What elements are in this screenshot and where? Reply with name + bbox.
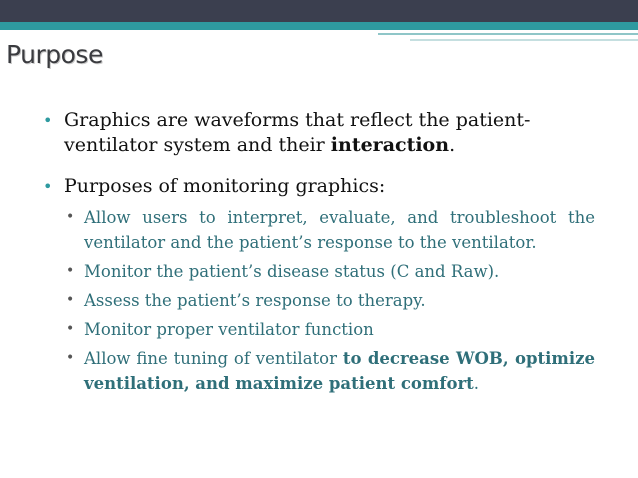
bullet-bold-text: interaction [330, 134, 450, 156]
sub-bullet-icon: • [66, 209, 75, 225]
bullet-text: Purposes of monitoring graphics: [64, 175, 386, 197]
list-item-text: Monitor proper ventilator function [84, 320, 374, 339]
slide-content [40, 108, 595, 400]
sub-bullet-icon: • [66, 350, 75, 366]
sub-bullet-icon: • [66, 292, 75, 308]
list-item [64, 205, 595, 255]
header-accent-line [378, 33, 638, 35]
bullet-icon: • [43, 177, 53, 196]
list-item-text-end: . [473, 374, 480, 393]
bullet-purposes [40, 174, 595, 199]
bullet-text-end: . [449, 134, 456, 156]
list-item-bold-text: to decrease WOB, optimize ventilation, and maximize patient comfort [84, 349, 595, 393]
header-band [0, 0, 638, 22]
bullet-text: Graphics are waveforms that reflect the patient-ventilator system and their [64, 109, 531, 156]
bullet-graphics-definition [40, 108, 595, 158]
sub-bullet-icon: • [66, 263, 75, 279]
list-item-text: Monitor the patient’s disease status (C and Raw). [84, 262, 500, 281]
sub-bullet-icon: • [66, 321, 75, 337]
header-accent-stripe [0, 22, 638, 30]
list-item [64, 317, 595, 342]
purposes-sublist [64, 205, 595, 396]
bullet-icon: • [43, 111, 53, 130]
list-item-text: Allow fine tuning of ventilator [84, 349, 343, 368]
list-item [64, 259, 595, 284]
list-item [64, 288, 595, 313]
list-item-text: Assess the patient’s response to therapy. [84, 291, 426, 310]
list-item [64, 346, 595, 396]
list-item-text: Allow users to interpret, evaluate, and troubleshoot the ventilator and the patient’s response to the ventilator. [84, 208, 595, 252]
header-accent-line-secondary [410, 39, 638, 41]
slide-title: Purpose [6, 40, 103, 69]
